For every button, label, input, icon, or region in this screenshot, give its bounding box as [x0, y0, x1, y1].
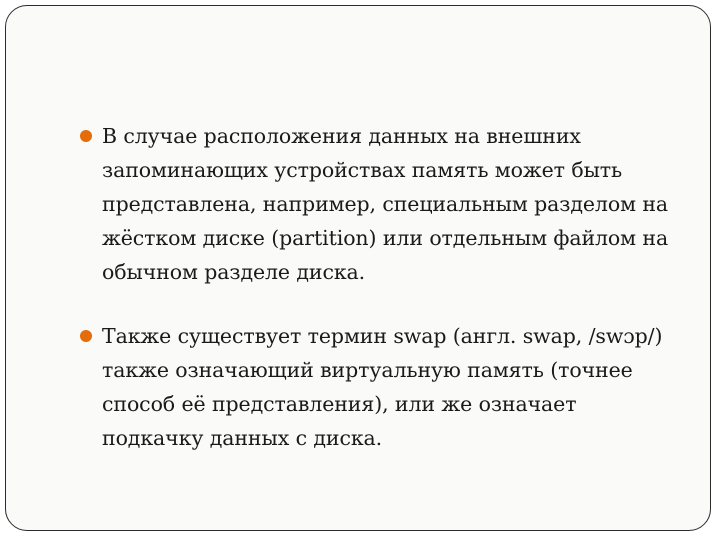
bullet-list: [80, 119, 680, 455]
bullet-item: [80, 119, 680, 289]
bullet-dot-icon: [80, 130, 92, 142]
bullet-text: В случае расположения данных на внешних запоминающих устройствах память может быть представлена, например, специальным разделом на жёстком диске (partition) или отдельным файлом на обычном разделе диска.: [102, 124, 669, 284]
bullet-text: Также существует термин swap (англ. swap, /swɔp/) также означающий виртуальную память (точнее способ её представления), или же означает подкачку данных с диска.: [102, 324, 663, 450]
bullet-item: [80, 319, 680, 455]
bullet-dot-icon: [80, 330, 92, 342]
